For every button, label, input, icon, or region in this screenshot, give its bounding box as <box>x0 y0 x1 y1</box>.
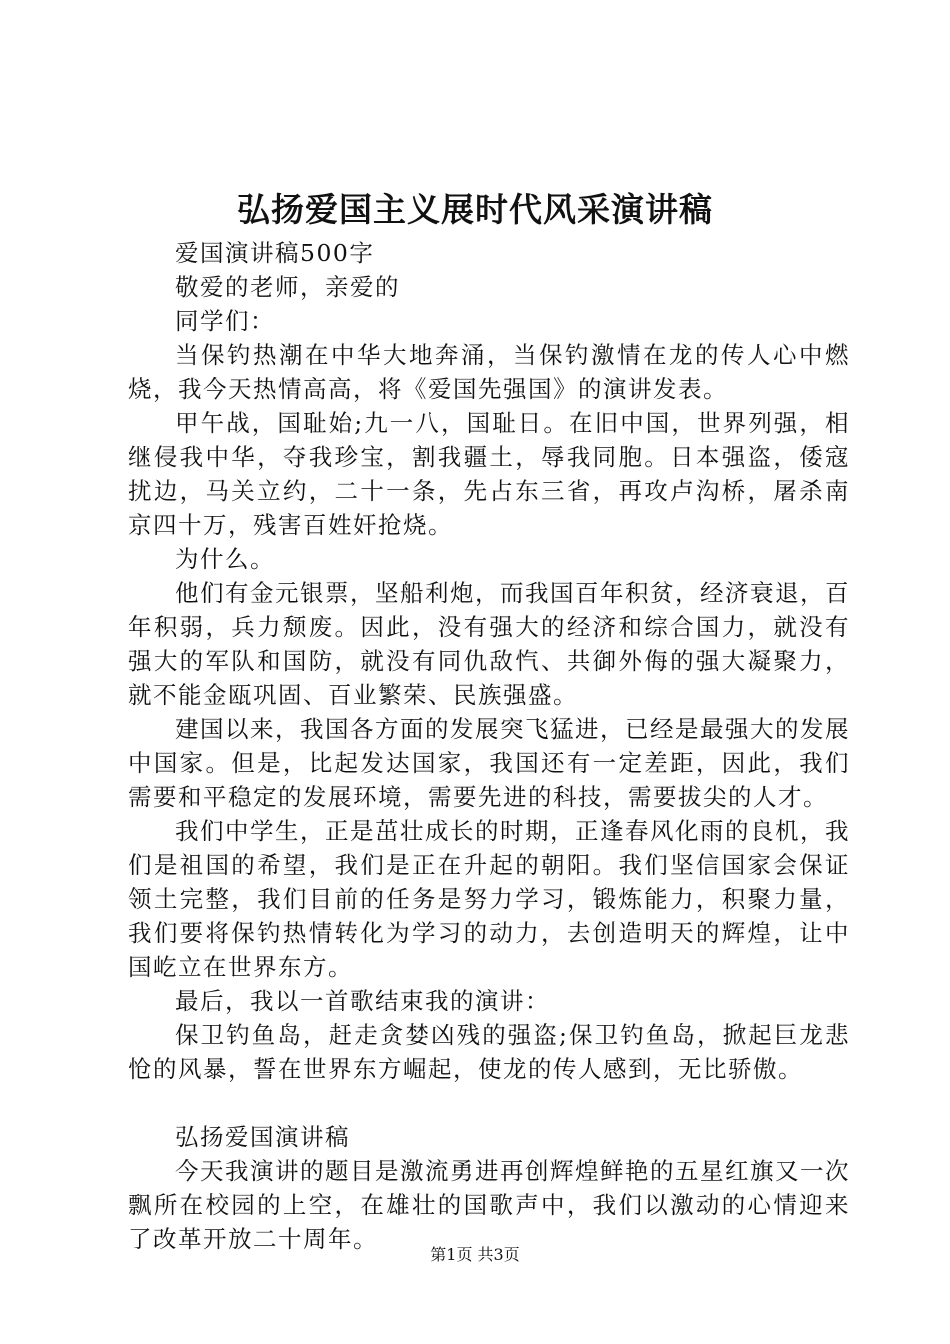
paragraph: 我们中学生，正是茁壮成长的时期，正逢春风化雨的良机，我们是祖国的希望，我们是正在升起的朝阳。我们坚信国家会保证领土完整，我们目前的任务是努力学习，锻炼能力，积聚力量，我们要将保钓热情转化为学习的动力，去创造明天的辉煌，让中国屹立在世界东方。 <box>128 817 850 981</box>
paragraph: 同学们： <box>175 307 275 335</box>
paragraph: 建国以来，我国各方面的发展突飞猛进，已经是最强大的发展中国家。但是，比起发达国家，我国还有一定差距，因此，我们需要和平稳定的发展环境，需要先进的科技，需要拔尖的人才。 <box>128 715 850 811</box>
document-body <box>128 236 850 1256</box>
paragraph: 保卫钓鱼岛，赶走贪婪凶残的强盗;保卫钓鱼岛，掀起巨龙悲怆的风暴，誓在世界东方崛起，使龙的传人感到，无比骄傲。 <box>128 1021 850 1083</box>
paragraph: 今天我演讲的题目是激流勇进再创辉煌鲜艳的五星红旗又一次飘所在校园的上空，在雄壮的国歌声中，我们以激动的心情迎来了改革开放二十周年。 <box>128 1157 850 1253</box>
paragraph: 最后，我以一首歌结束我的演讲： <box>175 987 550 1015</box>
paragraph: 为什么。 <box>175 545 275 573</box>
paragraph: 爱国演讲稿500字 <box>175 239 375 267</box>
paragraph: 敬爱的老师，亲爱的 <box>175 273 400 301</box>
paragraph: 他们有金元银票，坚船利炮，而我国百年积贫，经济衰退，百年积弱，兵力颓废。因此，没有强大的经济和综合国力，就没有强大的军队和国防，就没有同仇敌忾、共御外侮的强大凝聚力，就不能金瓯巩固、百业繁荣、民族强盛。 <box>128 579 850 709</box>
page-footer: 第1页 共3页 <box>430 1245 520 1264</box>
section-heading: 弘扬爱国演讲稿 <box>175 1123 350 1151</box>
document-title: 弘扬爱国主义展时代风采演讲稿 <box>237 190 713 229</box>
paragraph: 当保钓热潮在中华大地奔涌，当保钓激情在龙的传人心中燃烧，我今天热情高高，将《爱国先强国》的演讲发表。 <box>128 341 850 403</box>
paragraph: 甲午战，国耻始;九一八，国耻日。在旧中国，世界列强，相继侵我中华，夺我珍宝，割我疆土，辱我同胞。日本强盗，倭寇扰边，马关立约，二十一条，先占东三省，再攻卢沟桥，屠杀南京四十万，残害百姓奸抢烧。 <box>128 409 850 539</box>
